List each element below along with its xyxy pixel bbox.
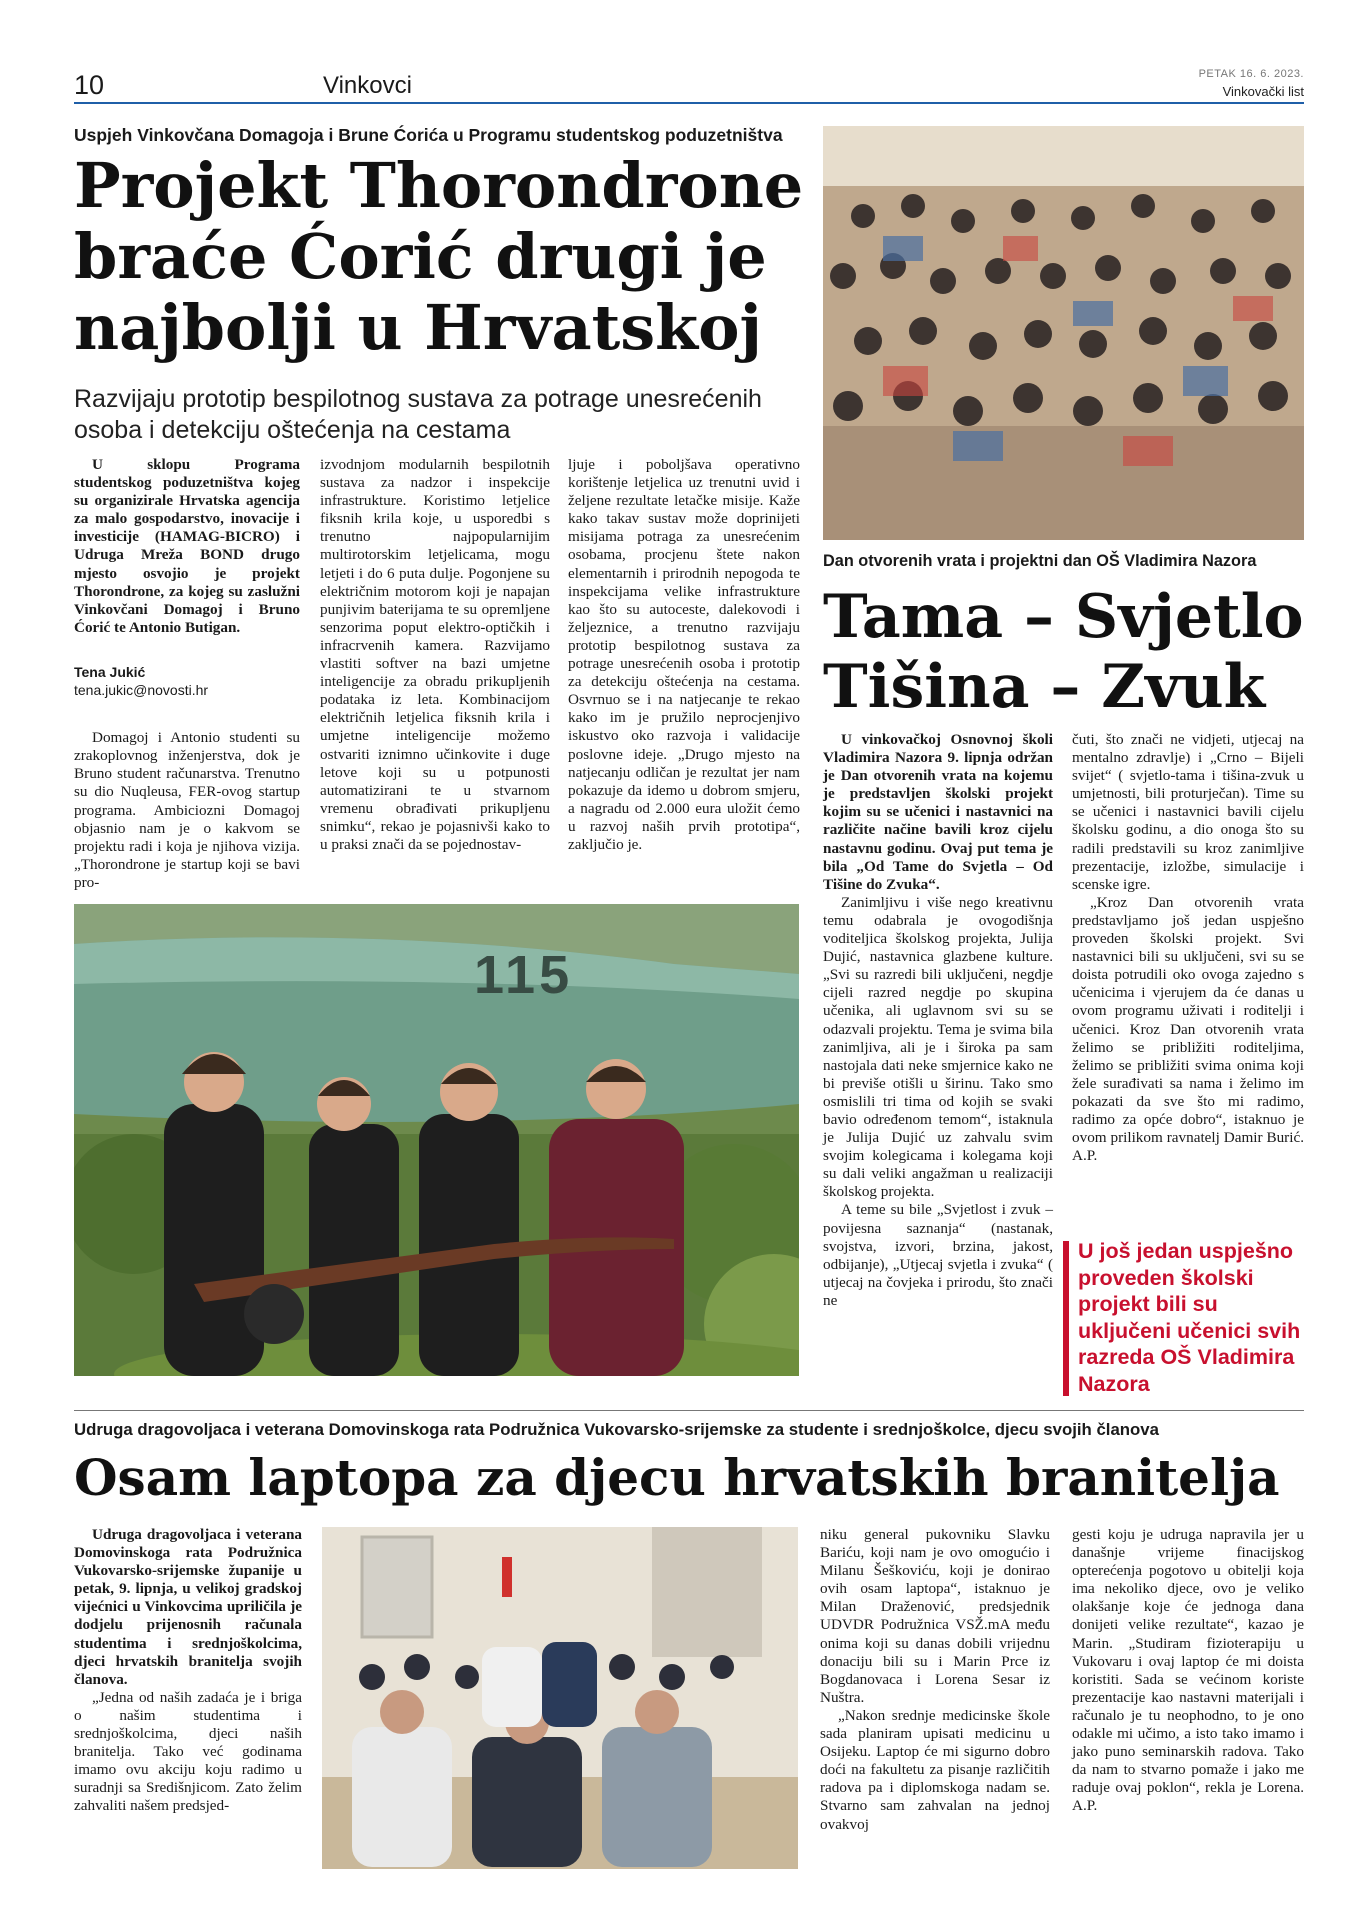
article2-headline-line2: Tišina – Zvuk — [823, 652, 1266, 722]
article1-body-col2: izvodnjom modularnih bespilotnih sustava za nadzor i inspekcije infrastrukture. Koristimo letjelice fiksnih krila koje, u usporedbi s trenutno najpopularnijim multirotorskim letjelicama, mogu letjeti i do 6 puta dulje. Pogonjene su električnim motorom koji je napajan punjivim baterijama te su opremljene senzorima poput elektro-optičkih i infracrvenih kamera. Razvijamo vlastiti softver na bazi umjetne inteligencije za obradu prikupljenih podataka iz leta. Kombinacijom električnih letjelica fiksnih krila i umjetne inteligencije možemo ostvariti iznimno učinkovite i duge letove koji su u potpunosti automatizirani te u stvarnom vremenu obrađivati prikupljenu snimku“, rekao je pojasnivši kako to u praksi znači da se pojednostav- — [320, 456, 550, 853]
laptop-donation-photo — [322, 1527, 798, 1869]
issue-date: PETAK 16. 6. 2023. — [1198, 68, 1304, 80]
article3-column-3 — [1072, 1526, 1304, 1816]
article3-headline: Osam laptopa za djecu hrvatskih branitelja — [74, 1448, 1280, 1507]
article2-column-1 — [823, 731, 1053, 1310]
article1-column-2 — [320, 456, 550, 854]
article2-kicker: Dan otvorenih vrata i projektni dan OŠ Vladimira Nazora — [823, 552, 1257, 570]
article2-headline-line1: Tama – Svjetlo — [823, 582, 1304, 652]
article3-body-col1: „Jedna od naših zadaća je i briga o našim studentima i srednjoškolcima, djeci naših branitelja. Tako već godinama imamo ovu akciju koju radimo u suradnji sa Središnjicom. Zato želim zahvaliti našem predsjed- — [74, 1688, 302, 1815]
article2-body-col2-p2: „Kroz Dan otvorenih vrata predstavljamo još jedan uspješno proveden školski projekt. Svi nastavnici bili su uključeni, svi su se doista potrudili oko ovoga zajedno s učenicima i vjerujem da će danas u ovom programu uživati i roditelji i učenici. Kroz Dan otvorenih vrata želimo se približiti roditeljima, želimo se približiti svima onima koji žele surađivati sa nama i želimo im pokazati da sve što mi radimo, radimo za opće dobro“, istaknuo je ovom prilikom ravnatelj Damir Burić. A.P. — [1072, 893, 1304, 1165]
article3-kicker: Udruga dragovoljaca i veterana Domovinskoga rata Podružnica Vukovarsko-srijemske za studente i srednjoškolce, djecu svojih članova — [74, 1420, 1159, 1439]
crowd-photo-image — [823, 126, 1304, 540]
article1-body-col3: ljuje i poboljšava operativno korištenje letjelica uz trenutni uvid i željene rezultate letačke misije. Kaže kako takav sustav može doprinijeti misijama potraga za unesrećenim osobama, procjenu štete nakon elementarnih i prirodnih nepogoda te inspekcijama velike infrastrukture kao što su autoceste, dalekovodi i željeznice, a trenutno razvijaju prototip bespilotnog sustava za potrage unesrećenih osoba i prototip za detekciju oštećenja na cestama. Osvrnuo se i na natjecanje te rekao kako im je pružilo neprocjenjivo iskustvo oko razvoja i validacije poslovne ideje. „Drugo mjesto na natjecanju odličan je rezultat jer nam pokazuje da idemo u dobrom smjeru, a nagradu od 2.000 eura uložit ćemo u razvoj naših prvih prototipa“, zaključio je. — [568, 456, 800, 853]
article1-body-col1: Domagoj i Antonio studenti su zrakoplovnog inženjerstva, dok je Bruno student računarstva. Trenutno su dio Nuqleusa, FER-ovog startup programa. Ambiciozni Domagoj objasnio nam je o kakvom se projektu radi i koja je njihova vizija. „Thorondrone je startup koji se bavi pro- — [74, 729, 300, 891]
article3-rule — [74, 1410, 1304, 1411]
thorondrone-team-photo — [74, 904, 799, 1376]
article2-body-col2-p1: čuti, što znači ne vidjeti, utjecaj na mentalno zdravlje) i „Crno – Bijeli svijet“ ( svjetlo-tama i tišina-zvuk u umjetnosti, bili proturječan). Time su se učenici i nastavnici bavili cijelu školsku godinu, a dio onoga što su radili predstavili su kroz zanimljive prezentacije, izložbe, simulacije i scenske igre. — [1072, 731, 1304, 893]
article1-column-3 — [568, 456, 800, 854]
article3-body-col3: gesti koju je udruga napravila jer u današnje vrijeme finacijskog opterećenja pogotovo u obitelji koja ima nekoliko djece, ovo je veliko olakšanje koje će jednoga dana donijeti velike rezultate“, kazao je Marin. „Studiram fizioterapiju u Vukovaru i ovaj laptop će mi doista koristiti. Sada se većinom koriste prezentacije kao nastavni materijali i računalo je tu neophodno, to je ono odakle mi učimo, a isto tako imamo i jako puno seminarskih radova. Tako da nam to stvarno pomaže i jako me raduje ovaj poklon“, rekla je Lorena. A.P. — [1072, 1526, 1304, 1815]
section-name: Vinkovci — [323, 72, 412, 99]
article1-column-1 — [74, 456, 300, 892]
article3-column-2 — [820, 1526, 1050, 1834]
article3-column-1 — [74, 1526, 302, 1816]
article1-headline: Projekt Thorondrone braće Ćorić drugi je najbolji u Hrvatskoj — [74, 149, 804, 364]
article2-lede: U vinkovačkoj Osnovnoj školi Vladimira Nazora 9. lipnja održan je Dan otvorenih vrata na kojemu je predstavljen školski projekt kojim su se učenici i nastavnici na različite načine bavili kroz cijelu nastavnu godinu. Ovaj put tema je bila „Od Tame do Svjetla – Od Tišine do Zvuka“. — [823, 731, 1053, 893]
donation-photo-image — [322, 1527, 798, 1869]
article3-body-col2-p2: „Nakon srednje medicinske škole sada planiram upisati medicinu u Osijeku. Laptop će mi sigurno dobro doći na fakultetu za pisanje različitih radova pa i diplomskoga nadam se. Stvarno sam zahvalan na jednoj ovakvoj — [820, 1706, 1050, 1833]
article1-lede: U sklopu Programa studentskog poduzetništva kojeg su organizirale Hrvatska agencija za malo gospodarstvo, inovacije i investicije (HAMAG-BICRO) i Udruga Mreža BOND drugo mjesto osvojio je projekt Thorondrone, za kojeg su zaslužni Vinkovčani Domagoj i Bruno Ćorić te Antonio Butigan. — [74, 456, 300, 636]
article1-email: tena.jukic@novosti.hr — [74, 682, 209, 699]
article2-column-2 — [1072, 731, 1304, 1165]
team-photo-image — [74, 904, 799, 1376]
article1-subheadline: Razvijaju prototip bespilotnog sustava za potrage unesrećenih osoba i detekciju oštećenja na cestama — [74, 385, 762, 444]
article1-kicker: Uspjeh Vinkovčana Domagoja i Brune Ćorića u Programu studentskog poduzetništva — [74, 125, 783, 145]
pullquote-bar — [1063, 1241, 1069, 1396]
article3-lede: Udruga dragovoljaca i veterana Domovinskoga rata Podružnica Vukovarsko-srijemske županije u petak, 9. lipnja, u velikoj gradskoj vijećnici u Vinkovcima upriličila je dodjelu prijenosnih računala studentima i srednjoškolcima, djeci hrvatskih branitelja svojih članova. — [74, 1526, 302, 1688]
school-crowd-photo — [823, 126, 1304, 540]
article2-body-col1-p1: Zanimljivu i više nego kreativnu temu odabrala je ovogodišnja voditeljica školskog projekta, Julija Dujić, nastavnica glazbene kulture. „Svi su razredi bili uključeni, negdje cijeli razred negdje po skupina učenika, ali uglavnom svi su se odazvali projektu. Tema je svima bila zanimljiva, ali je i široka pa sam nastojala dati neke smjernice kako ne bi previše otišli u širinu. Tako smo osmislili tri tima od kojih se svaki bavio određenom temom“, istaknula je Julija Dujić uz zahvalu svim svojim kolegicama i kolegama koji su dali veliki angažman u realizaciji školskog projekta. — [823, 893, 1053, 1201]
article2-pullquote: U još jedan uspješno proveden školski projekt bili su uključeni učenici svih razreda OŠ Vladimira Nazora — [1078, 1239, 1301, 1396]
article1-author: Tena Jukić — [74, 663, 146, 680]
article3-body-col2-p1: niku general pukovniku Slavku Bariću, koji nam je ovo omogućio i Milanu Šeškoviću, koji je donirao ovih osam laptopa“, istaknuo je Milan Draženović, predsjednik UDVDR Podružnica VSŽ.mA među onima koji su danas dobili vrijednu donaciju bili su i Marin Prce iz Bogdanovaca i Lorena Sesar iz Nuštra. — [820, 1526, 1050, 1706]
page-number: 10 — [74, 70, 105, 100]
publication-name: Vinkovački list — [1222, 84, 1304, 99]
aircraft-number: 115 — [474, 945, 574, 1005]
article2-body-col1-p2: A teme su bile „Svjetlost i zvuk – povijesna saznanja“ (nastanak, svojstva, izvori, brzina, jakost, odbijanje), „Utjecaj svjetla i zvuka“ ( utjecaj na čovjeka i prirodu, što znači ne — [823, 1201, 1053, 1309]
header-rule — [74, 102, 1304, 104]
